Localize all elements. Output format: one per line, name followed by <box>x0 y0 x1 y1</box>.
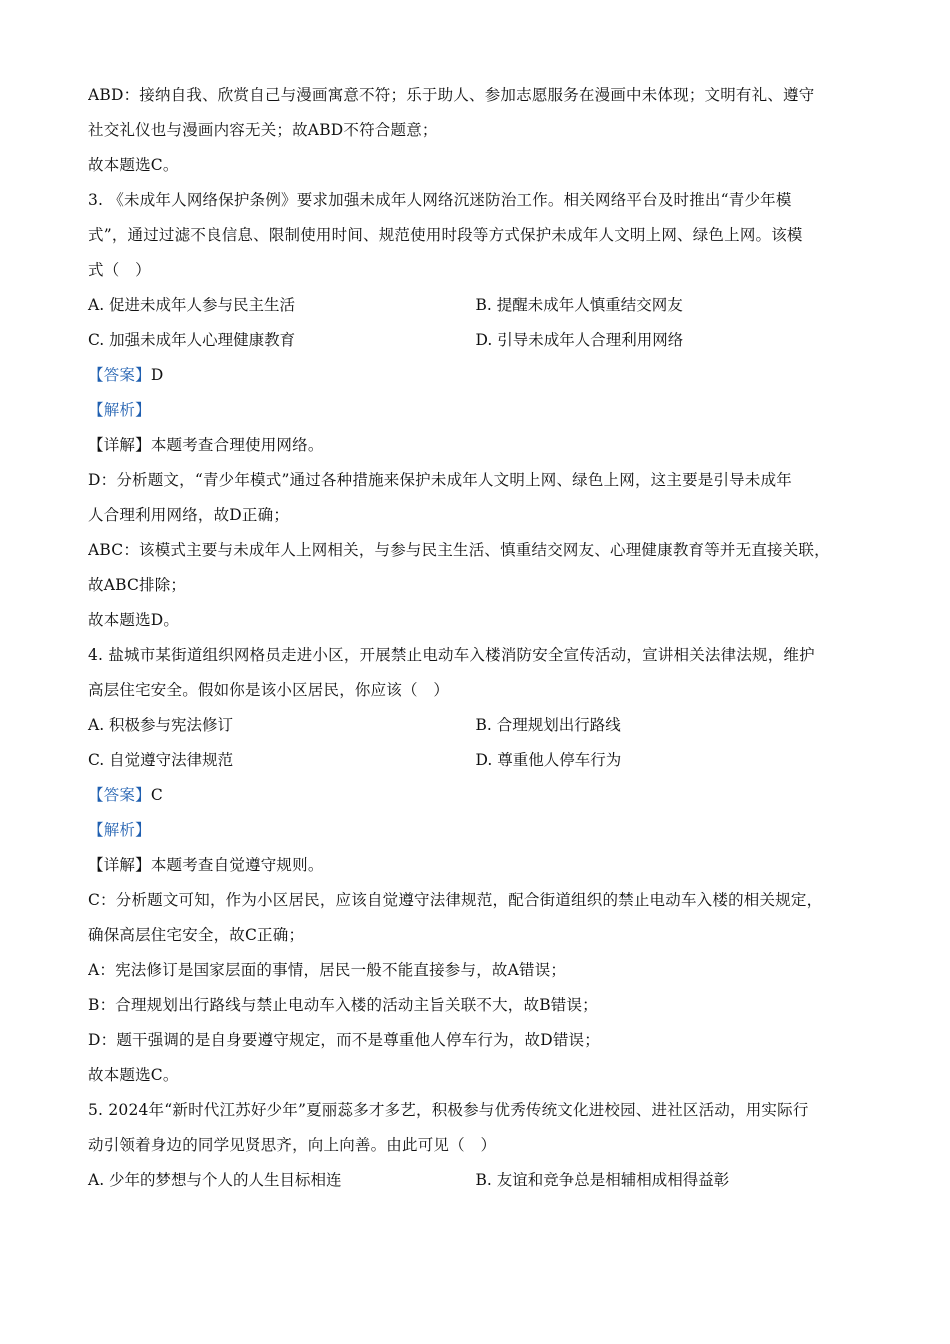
q2-conclusion: 故本题选C。 <box>88 156 179 174</box>
q4-d-explanation: D：题干强调的是自身要遵守规定，而不是尊重他人停车行为，故D错误； <box>88 1031 600 1049</box>
q3-answer <box>88 358 863 393</box>
q4-conclusion: 故本题选C。 <box>88 1066 179 1084</box>
q3-stem-line2: 式”，通过过滤不良信息、限制使用时间、规范使用时段等方式保护未成年人文明上网、绿色上网。该模 <box>88 226 803 244</box>
q4-detail <box>88 848 863 883</box>
q4-c-explanation-line1: C：分析题文可知，作为小区居民，应该自觉遵守法律规范，配合街道组织的禁止电动车入楼的相关规定， <box>88 891 823 909</box>
q4-options-row2 <box>88 743 863 778</box>
q2-abd-explanation-line1: ABD：接纳自我、欣赏自己与漫画寓意不符；乐于助人、参加志愿服务在漫画中未体现；文明有礼、遵守 <box>88 86 815 104</box>
q3-options-row1 <box>88 288 863 323</box>
q4-answer <box>88 778 863 813</box>
q3-stem-line1: 3. 《未成年人网络保护条例》要求加强未成年人网络沉迷防治工作。相关网络平台及时推出“青少年模 <box>88 191 792 209</box>
q4-analysis-tag: 【解析】 <box>88 821 151 839</box>
q3-answer-value: D <box>150 366 164 384</box>
q4-b-explanation: B：合理规划出行路线与禁止电动车入楼的活动主旨关联不大，故B错误； <box>88 996 598 1014</box>
q4-a-explanation: A：宪法修订是国家层面的事情，居民一般不能直接参与，故A错误； <box>88 961 567 979</box>
q4-option-a: A. 积极参与宪法修订 <box>88 716 234 734</box>
q5-stem-line2: 动引领着身边的同学见贤思齐，向上向善。由此可见（ ） <box>88 1136 497 1154</box>
q3-detail <box>88 428 863 463</box>
q5-option-a: A. 少年的梦想与个人的人生目标相连 <box>88 1171 342 1189</box>
q4-option-b: B. 合理规划出行路线 <box>475 716 621 734</box>
q3-conclusion: 故本题选D。 <box>88 611 180 629</box>
q3-detail-text: 本题考查合理使用网络。 <box>150 436 324 454</box>
q2-abd-explanation-line2: 社交礼仪也与漫画内容无关；故ABD不符合题意； <box>88 121 438 139</box>
q3-abc-explanation-line2: 故ABC排除； <box>88 576 187 594</box>
q4-stem-line1: 4. 盐城市某街道组织网格员走进小区，开展禁止电动车入楼消防安全宣传活动，宣讲相关法律法规，维护 <box>88 646 815 664</box>
q4-analysis <box>88 813 863 848</box>
q5-stem-line1: 5. 2024年“新时代江苏好少年”夏丽蕊多才多艺，积极参与优秀传统文化进校园、进社区活动，用实际行 <box>88 1101 809 1119</box>
q5-options-row1 <box>88 1163 863 1198</box>
document-page <box>88 78 863 1198</box>
q3-d-explanation-line1: D：分析题文，“青少年模式”通过各种措施来保护未成年人文明上网、绿色上网，这主要是引导未成年 <box>88 471 792 489</box>
q3-d-explanation-line2: 人合理利用网络，故D正确； <box>88 506 290 524</box>
q4-answer-tag: 【答案】 <box>88 786 151 804</box>
q3-abc-explanation-line1: ABC：该模式主要与未成年人上网相关，与参与民主生活、慎重结交网友、心理健康教育等并无直接关联， <box>88 541 830 559</box>
q3-option-b: B. 提醒未成年人慎重结交网友 <box>475 296 683 314</box>
q3-analysis <box>88 393 863 428</box>
q3-options-row2 <box>88 323 863 358</box>
q4-stem-line2: 高层住宅安全。假如你是该小区居民，你应该（ ） <box>88 681 450 699</box>
q3-answer-tag: 【答案】 <box>88 366 151 384</box>
q4-detail-tag: 【详解】 <box>88 856 151 874</box>
q4-option-c: C. 自觉遵守法律规范 <box>88 751 234 769</box>
q3-option-c: C. 加强未成年人心理健康教育 <box>88 331 296 349</box>
q3-option-a: A. 促进未成年人参与民主生活 <box>88 296 296 314</box>
q3-option-d: D. 引导未成年人合理利用网络 <box>475 331 684 349</box>
q4-options-row1 <box>88 708 863 743</box>
q4-answer-value: C <box>150 786 163 804</box>
q4-detail-text: 本题考查自觉遵守规则。 <box>150 856 324 874</box>
q3-stem-line3: 式（ ） <box>88 261 151 279</box>
q4-c-explanation-line2: 确保高层住宅安全，故C正确； <box>88 926 305 944</box>
q3-analysis-tag: 【解析】 <box>88 401 151 419</box>
q5-option-b: B. 友谊和竞争总是相辅相成相得益彰 <box>475 1171 730 1189</box>
q4-option-d: D. 尊重他人停车行为 <box>475 751 622 769</box>
q3-detail-tag: 【详解】 <box>88 436 151 454</box>
